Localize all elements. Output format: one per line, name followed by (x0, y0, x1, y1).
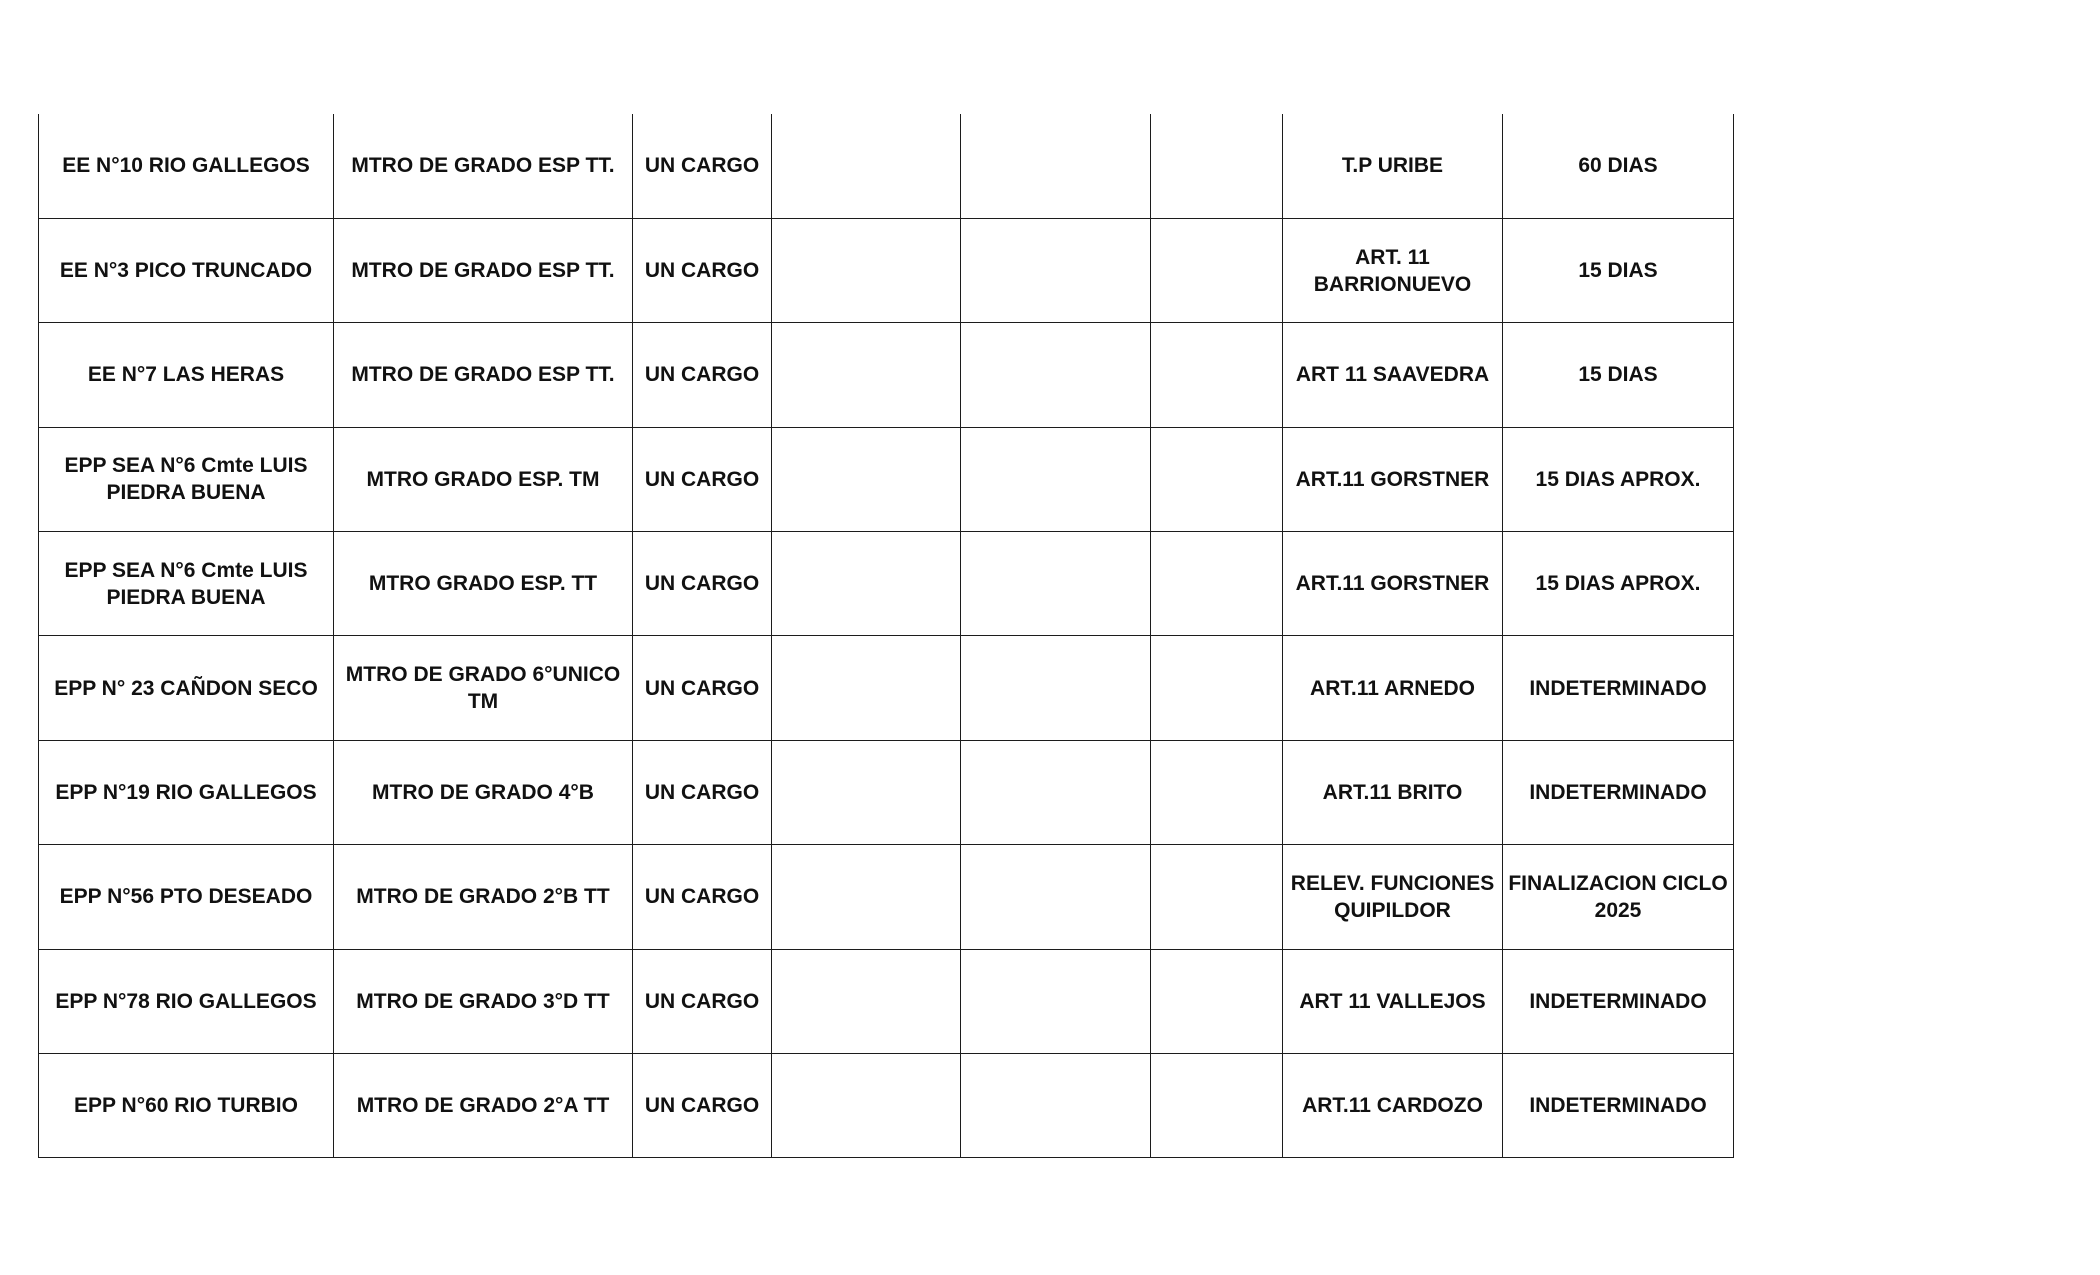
quantity-cell: UN CARGO (633, 949, 772, 1053)
duration-cell: 15 DIAS APROX. (1503, 427, 1734, 531)
table-row (39, 218, 1734, 322)
empty-cell (961, 1054, 1151, 1158)
position-cell: MTRO DE GRADO 3°D TT (334, 949, 633, 1053)
reason-cell: ART 11 SAAVEDRA (1283, 323, 1503, 427)
reason-cell: ART.11 GORSTNER (1283, 532, 1503, 636)
school-cell: EE N°10 RIO GALLEGOS (39, 114, 334, 218)
duration-cell: 15 DIAS (1503, 323, 1734, 427)
table-row (39, 740, 1734, 844)
reason-cell: T.P URIBE (1283, 114, 1503, 218)
empty-cell (961, 427, 1151, 531)
duration-cell: INDETERMINADO (1503, 1054, 1734, 1158)
table-row (39, 323, 1734, 427)
reason-cell: ART.11 CARDOZO (1283, 1054, 1503, 1158)
duration-cell: 15 DIAS (1503, 218, 1734, 322)
quantity-cell: UN CARGO (633, 845, 772, 949)
empty-cell (961, 740, 1151, 844)
quantity-cell: UN CARGO (633, 1054, 772, 1158)
school-cell: EE N°7 LAS HERAS (39, 323, 334, 427)
position-cell: MTRO DE GRADO 6°UNICO TM (334, 636, 633, 740)
empty-cell (772, 427, 961, 531)
empty-cell (772, 218, 961, 322)
empty-cell (772, 532, 961, 636)
school-cell: EPP N°19 RIO GALLEGOS (39, 740, 334, 844)
position-cell: MTRO DE GRADO ESP TT. (334, 323, 633, 427)
table-row (39, 636, 1734, 740)
reason-cell: ART.11 GORSTNER (1283, 427, 1503, 531)
empty-cell (1151, 1054, 1283, 1158)
empty-cell (772, 1054, 961, 1158)
empty-cell (961, 532, 1151, 636)
reason-cell: RELEV. FUNCIONES QUIPILDOR (1283, 845, 1503, 949)
table-row (39, 532, 1734, 636)
reason-cell: ART. 11 BARRIONUEVO (1283, 218, 1503, 322)
duration-cell: 15 DIAS APROX. (1503, 532, 1734, 636)
empty-cell (1151, 218, 1283, 322)
empty-cell (772, 114, 961, 218)
empty-cell (1151, 636, 1283, 740)
duration-cell: INDETERMINADO (1503, 740, 1734, 844)
school-cell: EPP SEA N°6 Cmte LUIS PIEDRA BUENA (39, 427, 334, 531)
position-cell: MTRO DE GRADO 2°B TT (334, 845, 633, 949)
table-row (39, 114, 1734, 218)
empty-cell (772, 636, 961, 740)
empty-cell (1151, 427, 1283, 531)
quantity-cell: UN CARGO (633, 427, 772, 531)
empty-cell (1151, 323, 1283, 427)
position-cell: MTRO GRADO ESP. TT (334, 532, 633, 636)
empty-cell (772, 845, 961, 949)
empty-cell (961, 218, 1151, 322)
empty-cell (1151, 949, 1283, 1053)
duration-cell: FINALIZACION CICLO 2025 (1503, 845, 1734, 949)
empty-cell (961, 114, 1151, 218)
reason-cell: ART 11 VALLEJOS (1283, 949, 1503, 1053)
table-row (39, 949, 1734, 1053)
table-row (39, 1054, 1734, 1158)
empty-cell (961, 845, 1151, 949)
quantity-cell: UN CARGO (633, 532, 772, 636)
quantity-cell: UN CARGO (633, 218, 772, 322)
quantity-cell: UN CARGO (633, 740, 772, 844)
school-cell: EPP N°78 RIO GALLEGOS (39, 949, 334, 1053)
empty-cell (1151, 114, 1283, 218)
empty-cell (961, 636, 1151, 740)
school-cell: EPP N°60 RIO TURBIO (39, 1054, 334, 1158)
empty-cell (1151, 740, 1283, 844)
empty-cell (772, 949, 961, 1053)
school-cell: EPP SEA N°6 Cmte LUIS PIEDRA BUENA (39, 532, 334, 636)
duration-cell: INDETERMINADO (1503, 636, 1734, 740)
empty-cell (772, 323, 961, 427)
reason-cell: ART.11 ARNEDO (1283, 636, 1503, 740)
duration-cell: INDETERMINADO (1503, 949, 1734, 1053)
position-cell: MTRO DE GRADO 4°B (334, 740, 633, 844)
empty-cell (1151, 532, 1283, 636)
position-cell: MTRO DE GRADO ESP TT. (334, 114, 633, 218)
position-cell: MTRO DE GRADO ESP TT. (334, 218, 633, 322)
duration-cell: 60 DIAS (1503, 114, 1734, 218)
empty-cell (772, 740, 961, 844)
school-cell: EPP N°56 PTO DESEADO (39, 845, 334, 949)
vacancies-table (38, 114, 1734, 1158)
table-row (39, 427, 1734, 531)
position-cell: MTRO DE GRADO 2°A TT (334, 1054, 633, 1158)
table-body (39, 114, 1734, 1158)
quantity-cell: UN CARGO (633, 323, 772, 427)
school-cell: EPP N° 23 CAÑDON SECO (39, 636, 334, 740)
reason-cell: ART.11 BRITO (1283, 740, 1503, 844)
table-row (39, 845, 1734, 949)
quantity-cell: UN CARGO (633, 114, 772, 218)
school-cell: EE N°3 PICO TRUNCADO (39, 218, 334, 322)
empty-cell (961, 323, 1151, 427)
empty-cell (961, 949, 1151, 1053)
position-cell: MTRO GRADO ESP. TM (334, 427, 633, 531)
empty-cell (1151, 845, 1283, 949)
quantity-cell: UN CARGO (633, 636, 772, 740)
